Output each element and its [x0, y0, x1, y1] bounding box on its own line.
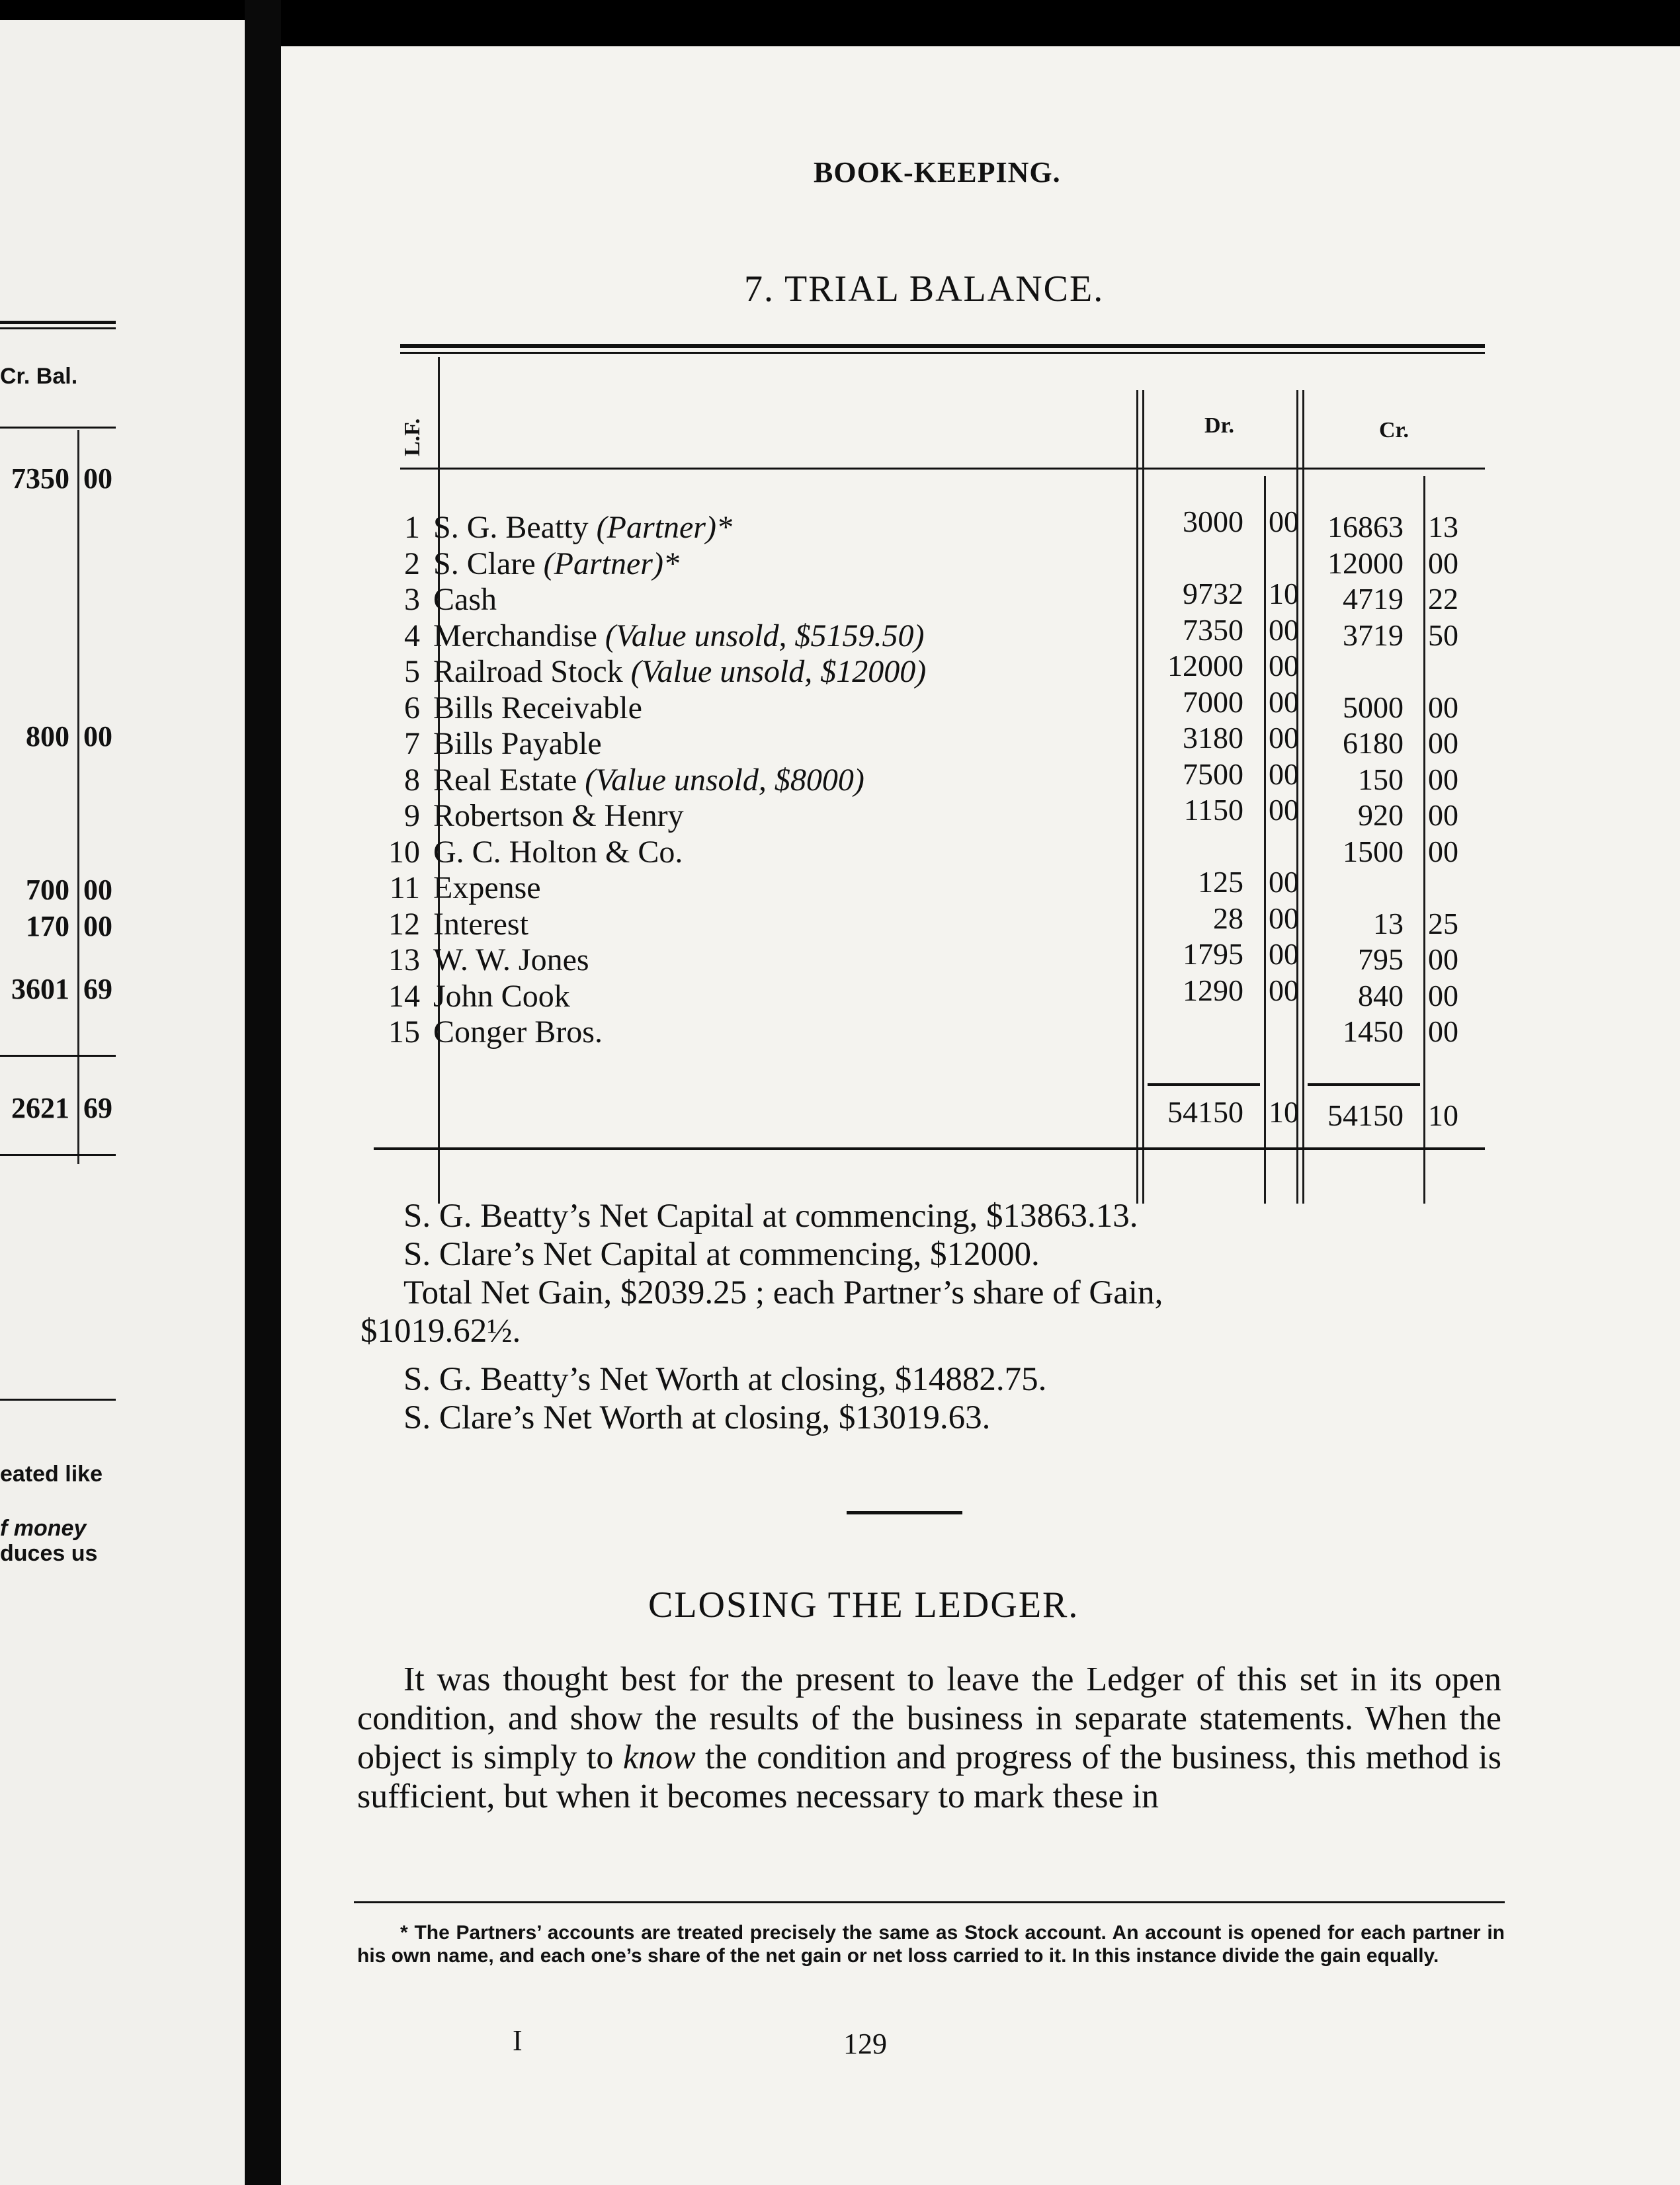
ledger-folio: 12 — [388, 906, 420, 942]
dr-cents: 00 — [1269, 937, 1299, 971]
body-emphasis: know — [622, 1739, 696, 1776]
rule — [0, 327, 116, 329]
account-note: (Partner)* — [596, 510, 732, 545]
body-text: the condition and progress of the business, this method is sufficient, but when it becomes necessary to mark these in — [357, 1739, 1501, 1815]
section-divider — [847, 1511, 962, 1514]
facing-page — [0, 20, 245, 2185]
ledger-folio: 7 — [404, 726, 420, 761]
ledger-folio: 15 — [388, 1014, 420, 1050]
cr-dollars: 840 — [1358, 978, 1404, 1012]
account-name — [433, 906, 528, 942]
account-label: Real Estate — [433, 762, 577, 798]
cr-dollars: 1500 — [1343, 834, 1404, 868]
dr-dollars: 28 — [1213, 901, 1243, 935]
text-fragment: f money — [0, 1516, 87, 1541]
total-cr-cents: 10 — [1428, 1098, 1458, 1132]
account-name — [433, 618, 925, 654]
account-note: (Partner)* — [543, 546, 679, 581]
rule — [0, 1399, 116, 1401]
body-paragraph — [357, 1660, 1501, 1816]
amount-dollars: 3601 — [11, 973, 69, 1005]
cr-cents: 00 — [1428, 978, 1458, 1012]
cr-cents: 00 — [1428, 546, 1458, 580]
summary-line: $1019.62½. — [360, 1313, 521, 1350]
ledger-folio: 3 — [404, 582, 420, 617]
dr-dollars: 125 — [1198, 865, 1243, 899]
account-label: W. W. Jones — [433, 942, 589, 977]
account-label: S. Clare — [433, 546, 536, 581]
ledger-folio: 8 — [404, 762, 420, 798]
account-label: Bills Receivable — [433, 690, 642, 725]
header-rule — [400, 468, 1485, 470]
dr-cents: 10 — [1269, 577, 1299, 610]
table-row — [281, 1014, 1472, 1050]
amount-dollars: 800 — [26, 720, 69, 753]
ledger-folio: 1 — [404, 510, 420, 545]
cr-cents: 00 — [1428, 834, 1458, 868]
amount-dollars: 7350 — [11, 462, 69, 495]
summary-line: Total Net Gain, $2039.25 ; each Partner’s share of Gain, — [403, 1274, 1163, 1311]
account-label: G. C. Holton & Co. — [433, 834, 683, 870]
cr-dollars: 4719 — [1343, 582, 1404, 616]
dr-dollars: 3180 — [1183, 721, 1243, 755]
account-label: Railroad Stock — [433, 654, 623, 689]
dr-dollars: 9732 — [1183, 577, 1243, 610]
account-name — [433, 653, 926, 690]
account-label: Expense — [433, 870, 541, 905]
account-note: (Value unsold, $5159.50) — [605, 618, 925, 653]
ledger-folio: 14 — [388, 978, 420, 1014]
cr-dollars: 920 — [1358, 798, 1404, 832]
column-rule — [77, 430, 79, 1164]
cr-dollars: 5000 — [1343, 690, 1404, 724]
account-label: Cash — [433, 582, 497, 617]
cr-cents: 00 — [1428, 942, 1458, 976]
dr-dollars: 1795 — [1183, 937, 1243, 971]
dr-cents: 00 — [1269, 865, 1299, 899]
account-name — [433, 834, 683, 870]
cr-cents: 50 — [1428, 618, 1458, 652]
account-label: Conger Bros. — [433, 1014, 603, 1050]
dr-cents: 00 — [1269, 684, 1299, 719]
section-title: CLOSING THE LEDGER. — [648, 1585, 1079, 1626]
cr-cents: 00 — [1428, 690, 1458, 724]
account-label: S. G. Beatty — [433, 510, 589, 545]
cr-dollars: 1450 — [1343, 1014, 1404, 1048]
signature-mark: I — [513, 2024, 523, 2057]
page — [281, 46, 1680, 2185]
amount-cents: 00 — [83, 462, 112, 495]
summary-line: S. Clare’s Net Worth at closing, $13019.63. — [403, 1399, 991, 1436]
total-cr-dollars: 54150 — [1327, 1098, 1404, 1132]
summary-line: S. G. Beatty’s Net Worth at closing, $14882.75. — [403, 1361, 1047, 1398]
dr-dollars: 1150 — [1183, 793, 1243, 827]
footnote: * The Partners’ accounts are treated precisely the same as Stock account. An account is opened for each partner in his own name, and each one’s share of the net gain or net loss carried to it. In this instance divide the gain equally. — [357, 1922, 1505, 1967]
amount-cents: 69 — [83, 973, 112, 1005]
rule — [0, 1154, 116, 1156]
text-fragment: duces us — [0, 1541, 98, 1566]
cr-cents: 00 — [1428, 1014, 1458, 1048]
account-name — [433, 762, 864, 798]
dr-dollars: 12000 — [1167, 649, 1243, 682]
dr-cents: 00 — [1269, 757, 1299, 791]
cr-cents: 22 — [1428, 582, 1458, 616]
account-name — [433, 725, 602, 762]
dr-cents: 00 — [1269, 505, 1299, 538]
dr-cents: 00 — [1269, 649, 1299, 682]
book-spine — [245, 0, 281, 2185]
account-label: Interest — [433, 906, 528, 942]
table-top-rule — [400, 352, 1485, 354]
ledger-folio: 9 — [404, 798, 420, 833]
dr-cents: 00 — [1269, 901, 1299, 935]
rule — [0, 427, 116, 429]
cr-header: Cr. — [1379, 418, 1409, 442]
cr-dollars: 12000 — [1327, 546, 1404, 580]
account-label: Bills Payable — [433, 726, 602, 761]
ledger-folio: 5 — [404, 654, 420, 689]
cr-dollars: 13 — [1373, 906, 1404, 940]
rule — [0, 1055, 116, 1057]
table-bottom-rule — [374, 1147, 1485, 1150]
dr-dollars: 7000 — [1183, 684, 1243, 719]
footnote-rule — [354, 1901, 1505, 1903]
account-name — [433, 798, 684, 834]
cr-cents: 25 — [1428, 906, 1458, 940]
account-name — [433, 581, 497, 618]
ledger-folio: 10 — [388, 834, 420, 870]
body-text: It was thought best for the present to leave the Ledger of this set in its open condition, and show the results of the business in separate statements. When the object is simply to — [357, 1661, 1501, 1776]
dr-cents: 00 — [1269, 973, 1299, 1007]
account-note: (Value unsold, $12000) — [630, 654, 927, 689]
amount-dollars: 2621 — [11, 1092, 69, 1124]
lf-header: L.F. — [400, 418, 425, 456]
total-rule — [1148, 1083, 1260, 1086]
cr-dollars: 16863 — [1327, 510, 1404, 544]
dr-cents: 00 — [1269, 612, 1299, 647]
account-label: Robertson & Henry — [433, 798, 684, 833]
account-name — [433, 546, 679, 582]
total-dr-cents: 10 — [1269, 1095, 1299, 1129]
page-title: 7. TRIAL BALANCE. — [744, 268, 1105, 309]
summary-line: S. G. Beatty’s Net Capital at commencing, $13863.13. — [403, 1198, 1138, 1235]
dr-dollars: 7350 — [1183, 612, 1243, 647]
dr-cents: 00 — [1269, 793, 1299, 827]
amount-cents: 69 — [83, 1092, 112, 1124]
cr-dollars: 795 — [1358, 942, 1404, 976]
cr-cents: 00 — [1428, 726, 1458, 760]
rule — [0, 321, 116, 324]
dr-cents: 00 — [1269, 721, 1299, 755]
account-name — [433, 978, 570, 1014]
cr-cents: 00 — [1428, 798, 1458, 832]
cr-dollars: 3719 — [1343, 618, 1404, 652]
page-number: 129 — [843, 2028, 887, 2060]
dr-header: Dr. — [1204, 413, 1235, 438]
account-name — [433, 509, 732, 546]
ledger-folio: 13 — [388, 942, 420, 977]
cr-dollars: 6180 — [1343, 726, 1404, 760]
running-head: BOOK-KEEPING. — [814, 156, 1061, 188]
ledger-folio: 4 — [404, 618, 420, 653]
account-name — [433, 690, 642, 726]
text-fragment: eated like — [0, 1462, 103, 1487]
account-name — [433, 1014, 603, 1050]
dr-dollars: 1290 — [1183, 973, 1243, 1007]
table-top-rule — [400, 344, 1485, 348]
summary-line: S. Clare’s Net Capital at commencing, $12000. — [403, 1236, 1040, 1273]
account-name — [433, 942, 589, 978]
column-header: Cr. Bal. — [0, 364, 78, 389]
ledger-folio: 11 — [389, 870, 420, 905]
amount-cents: 00 — [83, 910, 112, 942]
cr-cents: 13 — [1428, 510, 1458, 544]
amount-cents: 00 — [83, 720, 112, 753]
amount-dollars: 170 — [26, 910, 69, 942]
ledger-folio: 2 — [404, 546, 420, 581]
cr-cents: 00 — [1428, 762, 1458, 796]
amount-cents: 00 — [83, 874, 112, 906]
account-label: John Cook — [433, 978, 570, 1014]
cr-dollars: 150 — [1358, 762, 1404, 796]
account-note: (Value unsold, $8000) — [585, 762, 864, 798]
dr-dollars: 7500 — [1183, 757, 1243, 791]
account-label: Merchandise — [433, 618, 597, 653]
total-dr-dollars: 54150 — [1167, 1095, 1243, 1129]
amount-dollars: 700 — [26, 874, 69, 906]
ledger-folio: 6 — [404, 690, 420, 725]
total-rule — [1308, 1083, 1420, 1086]
dr-dollars: 3000 — [1183, 505, 1243, 538]
account-name — [433, 870, 541, 906]
